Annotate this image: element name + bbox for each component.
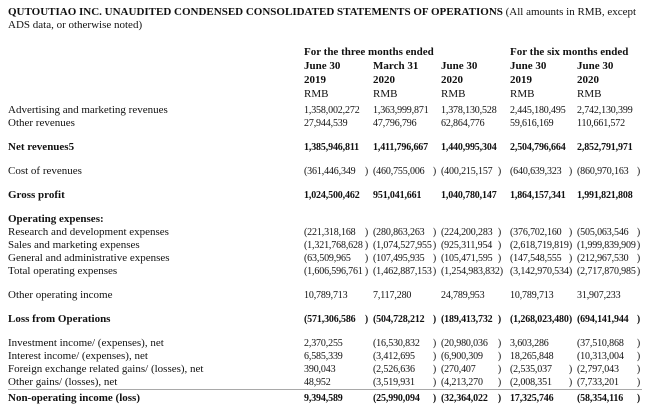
row-spacer <box>8 326 642 337</box>
cell-amount: (2,797,043 <box>577 363 619 375</box>
cell-amount: (7,733,201 <box>577 376 619 388</box>
cell-value <box>510 376 577 389</box>
cell-value <box>304 226 373 239</box>
cell-value <box>577 265 642 278</box>
table-row <box>8 252 642 265</box>
cell-close-paren: ) <box>568 165 572 177</box>
cell-close-paren: ) <box>568 265 572 277</box>
cell-close-paren: ) <box>497 376 501 388</box>
cell-close-paren: ) <box>636 239 640 251</box>
table-header-currency-row <box>8 87 642 101</box>
cell-value <box>373 189 441 202</box>
cell-amount: (10,313,004 <box>577 350 624 362</box>
row-spacer <box>8 278 642 289</box>
cell-amount: 2,370,255 <box>304 337 343 349</box>
cell-close-paren: ) <box>432 363 436 375</box>
cell-value <box>304 265 373 278</box>
cell-value <box>441 189 510 202</box>
table-header-year-row <box>8 73 642 87</box>
cell-amount: (460,755,006 <box>373 165 425 177</box>
cell-value <box>510 392 577 405</box>
cell-value <box>577 104 642 117</box>
cell-amount: (3,412,695 <box>373 350 415 362</box>
cell-close-paren: ) <box>432 392 436 404</box>
cell-amount: (1,268,023,480 <box>510 313 569 325</box>
cell-value <box>304 363 373 376</box>
cell-value <box>441 337 510 350</box>
cell-amount: (6,900,309 <box>441 350 483 362</box>
table-row <box>8 337 642 350</box>
cell-value <box>304 117 373 130</box>
cell-amount: (20,980,036 <box>441 337 488 349</box>
table-row <box>8 104 642 117</box>
cell-amount: 47,796,796 <box>373 117 417 129</box>
document-title-main: QUTOUTIAO INC. UNAUDITED CONDENSED CONSOLIDATED STATEMENTS OF OPERATIONS <box>8 6 503 18</box>
row-spacer <box>8 154 642 165</box>
cell-value <box>510 363 577 376</box>
column-header-year: 2020 <box>373 73 395 86</box>
cell-value <box>577 117 642 130</box>
table-row <box>8 226 642 239</box>
table-row <box>8 239 642 252</box>
cell-value <box>373 252 441 265</box>
cell-value <box>510 189 577 202</box>
cell-amount: 62,864,776 <box>441 117 485 129</box>
table-row <box>8 389 642 405</box>
cell-amount: 27,944,539 <box>304 117 348 129</box>
cell-amount: (571,306,586 <box>304 313 356 325</box>
cell-value <box>441 350 510 363</box>
cell-amount: 3,603,286 <box>510 337 549 349</box>
cell-amount: (504,728,212 <box>373 313 425 325</box>
cell-value <box>577 376 642 389</box>
cell-close-paren: ) <box>364 265 368 277</box>
cell-close-paren: ) <box>432 337 436 349</box>
row-label: Gross profit <box>8 188 65 201</box>
cell-close-paren: ) <box>432 350 436 362</box>
cell-amount: 2,852,791,971 <box>577 141 633 153</box>
cell-close-paren: ) <box>364 313 368 325</box>
cell-close-paren: ) <box>364 226 368 238</box>
cell-value <box>304 313 373 326</box>
cell-amount: (2,618,719,819 <box>510 239 569 251</box>
cell-value <box>304 289 373 302</box>
cell-close-paren: ) <box>432 265 436 277</box>
cell-amount: (925,311,954 <box>441 239 493 251</box>
cell-amount: 1,040,780,147 <box>441 189 497 201</box>
cell-amount: 110,661,572 <box>577 117 625 129</box>
cell-value <box>510 141 577 154</box>
row-label: Cost of revenues <box>8 164 82 177</box>
cell-close-paren: ) <box>432 376 436 388</box>
cell-amount: 6,585,339 <box>304 350 343 362</box>
cell-close-paren: ) <box>497 350 501 362</box>
cell-value <box>510 252 577 265</box>
cell-close-paren: ) <box>636 376 640 388</box>
cell-value <box>304 104 373 117</box>
cell-value <box>373 226 441 239</box>
cell-amount: 59,616,169 <box>510 117 554 129</box>
cell-amount: (505,063,546 <box>577 226 629 238</box>
cell-close-paren: ) <box>568 376 572 388</box>
cell-amount: (1,321,768,628 <box>304 239 363 251</box>
cell-close-paren: ) <box>432 165 436 177</box>
cell-close-paren: ) <box>497 226 501 238</box>
group-header-six-months: For the six months ended <box>510 45 629 58</box>
cell-amount: (16,530,832 <box>373 337 420 349</box>
cell-amount: (1,606,596,761 <box>304 265 363 277</box>
cell-amount: 48,952 <box>304 376 331 388</box>
cell-amount: 1,411,796,667 <box>373 141 428 153</box>
cell-amount: (147,548,555 <box>510 252 562 264</box>
cell-amount: 31,907,233 <box>577 289 621 301</box>
cell-value <box>510 350 577 363</box>
cell-amount: 1,385,946,811 <box>304 141 359 153</box>
cell-value <box>441 289 510 302</box>
column-header-currency: RMB <box>373 87 398 100</box>
cell-amount: 2,445,180,495 <box>510 104 566 116</box>
cell-close-paren: ) <box>497 165 501 177</box>
cell-amount: (37,510,868 <box>577 337 624 349</box>
cell-value <box>373 363 441 376</box>
row-spacer <box>8 202 642 213</box>
cell-value <box>577 252 642 265</box>
cell-value <box>373 117 441 130</box>
table-row <box>8 313 642 326</box>
cell-close-paren: ) <box>497 337 501 349</box>
cell-value <box>577 337 642 350</box>
column-header-year: 2020 <box>577 73 599 86</box>
column-header-year: 2020 <box>441 73 463 86</box>
cell-value <box>373 337 441 350</box>
cell-amount: (2,526,636 <box>373 363 415 375</box>
cell-amount: (361,446,349 <box>304 165 356 177</box>
table-row <box>8 363 642 376</box>
document-title <box>8 6 642 32</box>
row-label: Advertising and marketing revenues <box>8 103 168 116</box>
cell-close-paren: ) <box>636 265 640 277</box>
cell-amount: (1,254,983,832 <box>441 265 500 277</box>
cell-close-paren: ) <box>636 392 640 404</box>
column-header-period: March 31 <box>373 59 419 72</box>
cell-value <box>373 104 441 117</box>
table-row <box>8 165 642 178</box>
cell-value <box>373 289 441 302</box>
row-label: Other revenues <box>8 116 75 129</box>
cell-close-paren: ) <box>364 165 368 177</box>
cell-amount: (212,967,530 <box>577 252 629 264</box>
column-header-year: 2019 <box>304 73 326 86</box>
cell-amount: 17,325,746 <box>510 392 554 404</box>
cell-value <box>441 252 510 265</box>
cell-value <box>304 337 373 350</box>
row-label: Total operating expenses <box>8 264 118 277</box>
cell-amount: 1,864,157,341 <box>510 189 566 201</box>
cell-value <box>510 265 577 278</box>
group-header-empty <box>8 45 304 59</box>
cell-amount: 9,394,589 <box>304 392 343 404</box>
cell-amount: (860,970,163 <box>577 165 629 177</box>
cell-value <box>373 392 441 405</box>
cell-value <box>577 350 642 363</box>
column-header-period: June 30 <box>304 59 341 72</box>
cell-amount: 10,789,713 <box>510 289 554 301</box>
cell-value <box>304 252 373 265</box>
cell-amount: 1,991,821,808 <box>577 189 633 201</box>
row-label: Non-operating income (loss) <box>8 391 140 404</box>
cell-amount: (4,213,270 <box>441 376 483 388</box>
cell-amount: 7,117,280 <box>373 289 412 301</box>
row-label: General and administrative expenses <box>8 251 170 264</box>
row-label: Foreign exchange related gains/ (losses), net <box>8 362 204 375</box>
cell-close-paren: ) <box>636 252 640 264</box>
cell-close-paren: ) <box>636 363 640 375</box>
cell-amount: (32,364,022 <box>441 392 488 404</box>
cell-value <box>304 392 373 405</box>
cell-value <box>510 117 577 130</box>
cell-close-paren: ) <box>568 239 572 251</box>
row-spacer <box>8 130 642 141</box>
cell-amount: (58,354,116 <box>577 392 624 404</box>
cell-amount: (224,200,283 <box>441 226 493 238</box>
row-label: Sales and marketing expenses <box>8 238 140 251</box>
column-header-currency: RMB <box>577 87 602 100</box>
cell-close-paren: ) <box>432 313 436 325</box>
row-spacer <box>8 302 642 313</box>
cell-value <box>441 376 510 389</box>
cell-close-paren: ) <box>497 363 501 375</box>
column-header-period: June 30 <box>441 59 478 72</box>
cell-close-paren: ) <box>636 165 640 177</box>
row-label: Interest income/ (expenses), net <box>8 349 148 362</box>
cell-amount: (2,008,351 <box>510 376 552 388</box>
cell-amount: 1,378,130,528 <box>441 104 497 116</box>
cell-value <box>373 376 441 389</box>
cell-amount: (3,519,931 <box>373 376 415 388</box>
cell-value <box>373 165 441 178</box>
row-label: Operating expenses: <box>8 212 104 225</box>
table-row <box>8 189 642 202</box>
cell-value <box>441 141 510 154</box>
cell-value <box>441 165 510 178</box>
cell-value <box>441 363 510 376</box>
cell-amount: 390,043 <box>304 363 336 375</box>
cell-value <box>373 350 441 363</box>
cell-value <box>577 392 642 405</box>
cell-amount: 1,363,999,871 <box>373 104 429 116</box>
cell-close-paren: ) <box>364 239 368 251</box>
cell-close-paren: ) <box>432 239 436 251</box>
cell-amount: (189,413,732 <box>441 313 493 325</box>
column-header-currency: RMB <box>304 87 329 100</box>
cell-close-paren: ) <box>432 252 436 264</box>
cell-value <box>304 239 373 252</box>
cell-amount: (221,318,168 <box>304 226 356 238</box>
cell-value <box>577 289 642 302</box>
cell-close-paren: ) <box>497 313 501 325</box>
cell-value <box>510 289 577 302</box>
cell-amount: (270,407 <box>441 363 476 375</box>
cell-value <box>304 165 373 178</box>
cell-close-paren: ) <box>568 226 572 238</box>
table-group-header-row <box>8 45 642 59</box>
row-spacer <box>8 178 642 189</box>
cell-amount: (1,462,887,153 <box>373 265 432 277</box>
cell-close-paren: ) <box>497 252 501 264</box>
cell-amount: (376,702,160 <box>510 226 562 238</box>
cell-close-paren: ) <box>636 350 640 362</box>
cell-amount: (2,717,870,985 <box>577 265 636 277</box>
cell-close-paren: ) <box>636 226 640 238</box>
cell-value <box>441 104 510 117</box>
column-header-year: 2019 <box>510 73 532 86</box>
cell-value <box>510 165 577 178</box>
cell-amount: 1,440,995,304 <box>441 141 497 153</box>
column-header-period: June 30 <box>577 59 614 72</box>
cell-value <box>510 337 577 350</box>
cell-value <box>373 313 441 326</box>
row-label: Loss from Operations <box>8 312 111 325</box>
cell-amount: (400,215,157 <box>441 165 493 177</box>
cell-value <box>577 165 642 178</box>
cell-close-paren: ) <box>497 239 501 251</box>
group-header-three-months: For the three months ended <box>304 45 434 58</box>
cell-amount: (1,074,527,955 <box>373 239 432 251</box>
cell-amount: 951,041,661 <box>373 189 422 201</box>
cell-value <box>373 141 441 154</box>
cell-value <box>304 189 373 202</box>
statements-table <box>8 45 642 405</box>
row-label: Research and development expenses <box>8 225 169 238</box>
cell-value <box>304 141 373 154</box>
cell-value <box>441 117 510 130</box>
cell-value <box>510 313 577 326</box>
cell-amount: (280,863,263 <box>373 226 425 238</box>
cell-amount: 10,789,713 <box>304 289 348 301</box>
table-body <box>8 104 642 405</box>
cell-amount: (694,141,944 <box>577 313 629 325</box>
table-row <box>8 117 642 130</box>
cell-value <box>577 189 642 202</box>
cell-amount: (3,142,970,534 <box>510 265 569 277</box>
cell-value <box>510 239 577 252</box>
cell-amount: 1,024,500,462 <box>304 189 360 201</box>
cell-value <box>577 141 642 154</box>
cell-amount: (107,495,935 <box>373 252 425 264</box>
table-row <box>8 376 642 389</box>
cell-value <box>577 239 642 252</box>
cell-value <box>577 226 642 239</box>
cell-amount: 2,504,796,664 <box>510 141 566 153</box>
cell-amount: 2,742,130,399 <box>577 104 633 116</box>
cell-value <box>441 226 510 239</box>
cell-value <box>577 313 642 326</box>
table-row <box>8 265 642 278</box>
row-label: Other gains/ (losses), net <box>8 375 118 388</box>
cell-close-paren: ) <box>364 252 368 264</box>
cell-close-paren: ) <box>497 392 501 404</box>
table-row <box>8 141 642 154</box>
cell-close-paren: ) <box>636 337 640 349</box>
cell-value <box>441 239 510 252</box>
cell-amount: (63,509,965 <box>304 252 351 264</box>
cell-value <box>441 313 510 326</box>
column-header-currency: RMB <box>510 87 535 100</box>
cell-amount: (2,535,037 <box>510 363 552 375</box>
cell-value <box>577 363 642 376</box>
cell-amount: (25,990,094 <box>373 392 420 404</box>
cell-close-paren: ) <box>568 252 572 264</box>
cell-value <box>373 239 441 252</box>
cell-value <box>510 226 577 239</box>
cell-value <box>510 104 577 117</box>
cell-amount: (640,639,323 <box>510 165 562 177</box>
cell-close-paren: ) <box>568 363 572 375</box>
cell-amount: 1,358,002,272 <box>304 104 360 116</box>
cell-close-paren: ) <box>636 313 640 325</box>
table-row <box>8 289 642 302</box>
cell-value <box>304 376 373 389</box>
table-row <box>8 213 642 226</box>
table-row <box>8 350 642 363</box>
cell-amount: 24,789,953 <box>441 289 485 301</box>
cell-value <box>373 265 441 278</box>
column-header-period: June 30 <box>510 59 547 72</box>
cell-amount: (105,471,595 <box>441 252 493 264</box>
row-label: Net revenues5 <box>8 140 75 153</box>
cell-value <box>441 392 510 405</box>
cell-value <box>441 265 510 278</box>
cell-amount: (1,999,839,909 <box>577 239 636 251</box>
cell-close-paren: ) <box>432 226 436 238</box>
table-header-period-row <box>8 59 642 73</box>
row-label: Other operating income <box>8 288 113 301</box>
cell-close-paren: ) <box>499 265 503 277</box>
column-header-currency: RMB <box>441 87 466 100</box>
cell-close-paren: ) <box>568 313 572 325</box>
row-label: Investment income/ (expenses), net <box>8 336 164 349</box>
cell-value <box>304 350 373 363</box>
document-title-note: (All amounts in RMB, except ADS data, or otherwise noted) <box>8 6 637 31</box>
cell-amount: 18,265,848 <box>510 350 554 362</box>
